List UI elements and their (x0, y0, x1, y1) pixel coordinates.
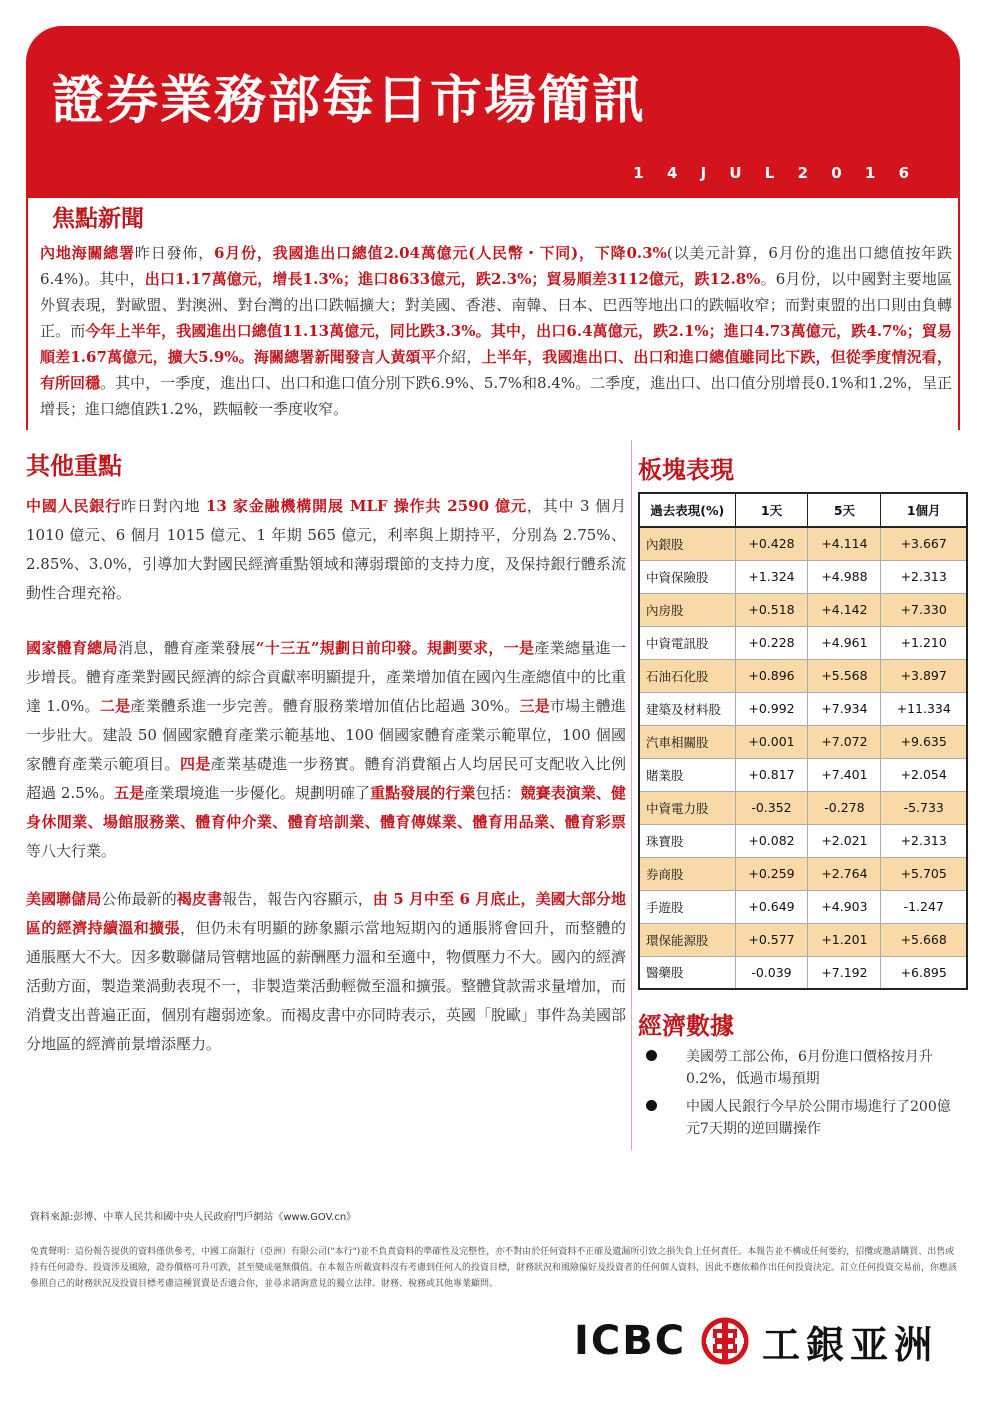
value-1-day: +0.896 (735, 659, 808, 692)
highlighted-text: 三是 (519, 697, 550, 715)
body-text: ，但仍未有明顯的跡象顯示當地短期內的通脹將會回升，而整體的通脹壓大不大。因多數聯儲局管轄地區的薪酬壓力溫和至適中，物價壓力不大。國內的經濟活動方面，製造業渦動表現不一，非製造業活動輕微至溫和擴張。整體貸款需求量增加，而消費支出普遍正面，個別有趨弱迹象。而褐皮書中亦同時表示，英國「脫歐」事件為美國部分地區的經濟前景增添壓力。 (26, 919, 627, 1053)
value-1-day: +0.082 (735, 824, 808, 857)
value-1-day: +0.649 (735, 890, 808, 923)
value-1-month: +2.313 (881, 824, 967, 857)
value-1-month: +2.313 (881, 560, 967, 593)
table-row (639, 725, 967, 758)
table-row (639, 890, 967, 923)
value-1-day: +0.428 (735, 527, 808, 560)
body-text: 。其中，一季度，進出口、出口和進口值分別下跌6.9%、5.7%和8.4%。二季度，進出口、出口值分別增長0.1%和1.2%，呈正增長；進口總值跌1.2%，跌幅較一季度收窄。 (40, 374, 952, 418)
body-text: ，其中 3 個月 1010 億元、6 個月 1015 億元、1 年期 565 億元，利率與上期持平，分別為 2.75%、2.85%、3.0%，引導加大對國民經濟重點領域和薄弱環節的支持力度，及保持銀行體系流動性合理充裕。 (26, 497, 626, 602)
value-1-day: +0.518 (735, 593, 808, 626)
highlighted-text: 今年上半年，我國進出口總值11.13萬億元，同比跌3.3%。其中，出口6.4萬億元，跌2.1%；進口4.73萬億元，跌4.7%；貿易順差1.67萬億元，擴大5.9%。海關總署新聞發言人黃頌平 (40, 322, 952, 366)
value-1-month: +2.054 (881, 758, 967, 791)
value-5-day: +2.764 (808, 857, 881, 890)
other-highlights-heading: 其他重點 (26, 452, 122, 480)
sector-name: 中資保險股 (639, 560, 735, 593)
sector-name: 中資電訊股 (639, 626, 735, 659)
table-row (639, 923, 967, 956)
icbc-logo (574, 1316, 938, 1366)
bullet-icon (646, 1100, 657, 1111)
value-5-day: +4.114 (808, 527, 881, 560)
sports-paragraph (26, 634, 626, 866)
body-text: 產業基礎進一步務實。體育消費額占人均居民可支配收入比例超過 2.5%。 (26, 755, 626, 802)
sector-name: 醫藥股 (639, 956, 735, 989)
value-1-day: -0.039 (735, 956, 808, 989)
body-text: 昨日對內地 (121, 497, 206, 515)
body-text: 介紹， (436, 348, 482, 366)
body-text: 等八大行業。 (26, 842, 117, 860)
highlighted-text: 出口1.17萬億元，增長1.3%；進口8633億元，跌2.3%；貿易順差3112億元，跌12.8% (144, 270, 761, 288)
value-1-month: +9.635 (881, 725, 967, 758)
value-1-month: +5.668 (881, 923, 967, 956)
value-5-day: +4.961 (808, 626, 881, 659)
economic-data-heading: 經濟數據 (638, 1012, 734, 1040)
value-1-day: +0.228 (735, 626, 808, 659)
value-1-day: -0.352 (735, 791, 808, 824)
value-1-month: -5.733 (881, 791, 967, 824)
highlighted-text: 由 5 月中至 6 月底止，美國大部分地區的經濟持續溫和擴張 (26, 890, 626, 937)
body-text: 公佈最新的 (101, 890, 177, 908)
value-5-day: +7.401 (808, 758, 881, 791)
highlighted-text: 五是 (114, 784, 145, 802)
table-row (639, 593, 967, 626)
column-header: 1個月 (881, 493, 967, 527)
table-row (639, 692, 967, 725)
highlighted-text: 四是 (179, 755, 211, 773)
value-1-month: +3.897 (881, 659, 967, 692)
body-text: 產業體系進一步完善。體育服務業增加值佔比超過 30%。 (130, 697, 520, 715)
list-item (640, 1096, 960, 1140)
highlighted-text: 國家體育總局 (26, 639, 118, 657)
value-1-day: +0.001 (735, 725, 808, 758)
sector-name: 賭業股 (639, 758, 735, 791)
value-1-day: +0.259 (735, 857, 808, 890)
sector-name: 石油石化股 (639, 659, 735, 692)
table-row (639, 560, 967, 593)
focus-news-heading: 焦點新聞 (52, 206, 144, 232)
value-5-day: +5.568 (808, 659, 881, 692)
pboc-paragraph (26, 492, 626, 608)
value-1-month: +11.334 (881, 692, 967, 725)
highlighted-text: 上半年，我國進出口、出口和進口總值雖同比下跌，但從季度情況看，有所回穩 (40, 348, 952, 392)
table-row (639, 857, 967, 890)
sector-name: 建築及材料股 (639, 692, 735, 725)
body-text: 產業環境進一步優化。規劃明確了 (144, 784, 371, 802)
value-5-day: +7.192 (808, 956, 881, 989)
highlighted-text: 重點發展的行業 (370, 784, 476, 802)
value-1-month: +7.330 (881, 593, 967, 626)
body-text: 報告，報告內容顯示， (222, 890, 373, 908)
disclaimer: 免責聲明：這份報告提供的資料僅供參考，中國工商銀行（亞洲）有限公司("本行")並不負責資料的準確性及完整性，亦不對由於任何資料不正確及遺漏所引致之損失負上任何責任。本報告並不構成任何要約，招攬或邀請購買、出售或持有任何證券、投資涉及風險，證券價格可升可跌，甚至變成毫無價值。在本報告所載資料沒有考慮到任何人的投資目標，財務狀況和風險偏好及投資者的任何個人資料，因此不應依賴作出任何投資決定。訂立任何投資交易前，你應該參照自己的財務狀況及投資目標考慮這種買賣是否適合你，並尋求諮詢意見的獨立法律、財務、稅務或其他專業顧問。 (30, 1247, 958, 1289)
value-1-month: +1.210 (881, 626, 967, 659)
highlighted-text: 競賽表演業、健身休閒業、場館服務業、體育仲介業、體育培訓業、體育傳媒業、體育用品業、體育彩票 (26, 784, 626, 831)
table-row (639, 791, 967, 824)
sector-name: 中資電力股 (639, 791, 735, 824)
sector-name: 珠寶股 (639, 824, 735, 857)
value-5-day: +7.934 (808, 692, 881, 725)
list-item (640, 1046, 960, 1090)
bullet-icon (646, 1050, 657, 1061)
column-header: 1天 (735, 493, 808, 527)
table-header-row (639, 493, 967, 527)
logo-text-en: ICBC (574, 1318, 687, 1364)
value-5-day: +1.201 (808, 923, 881, 956)
report-date: 1 4 J U L 2 0 1 6 (633, 164, 918, 182)
highlighted-text: 6月份，我國進出口總值2.04萬億元(人民幣・下同)，下降0.3% (214, 244, 667, 262)
value-5-day: +4.142 (808, 593, 881, 626)
value-5-day: -0.278 (808, 791, 881, 824)
logo-text-cn: 工銀亚洲 (762, 1322, 939, 1367)
sector-performance-heading: 板塊表現 (638, 456, 734, 484)
sector-name: 環保能源股 (639, 923, 735, 956)
column-header: 過去表現(%) (639, 493, 735, 527)
value-1-month: +6.895 (881, 956, 967, 989)
highlighted-text: “十三五”規劃日前印發。規劃要求，一是 (255, 639, 535, 657)
value-1-day: +0.817 (735, 758, 808, 791)
table-row (639, 626, 967, 659)
highlighted-text: 二是 (99, 697, 131, 715)
value-5-day: +7.072 (808, 725, 881, 758)
table-row (639, 659, 967, 692)
body-text: 產業總量進一步增長。體育產業對國民經濟的綜合貢獻率明顯提升，產業增加值在國內生產總值中的比重達 1.0%。 (26, 639, 627, 715)
highlighted-text: 13 家金融機構開展 MLF 操作共 2590 億元 (205, 497, 527, 515)
value-1-month: -1.247 (881, 890, 967, 923)
highlighted-text: 褐皮書 (176, 890, 223, 908)
body-text: 市場主體進一步壯大。建設 50 個國家體育產業示範基地、100 個國家體育產業示範單位，100 個國家體育產業示範項目。 (26, 697, 626, 773)
value-1-month: +3.667 (881, 527, 967, 560)
report-title: 證券業務部每日市場簡訊 (52, 71, 647, 131)
value-5-day: +4.903 (808, 890, 881, 923)
value-1-day: +0.992 (735, 692, 808, 725)
table-row (639, 527, 967, 560)
highlighted-text: 內地海關總署 (40, 244, 135, 262)
value-1-day: +0.577 (735, 923, 808, 956)
body-text: (以美元計算，6月份的進出口總值按年跌6.4%)。其中， (40, 244, 952, 288)
highlighted-text: 美國聯儲局 (26, 890, 102, 908)
sector-name: 手遊股 (639, 890, 735, 923)
economic-data-list (640, 1046, 960, 1146)
value-5-day: +4.988 (808, 560, 881, 593)
economic-item-text: 美國勞工部公佈，6月份進口價格按月升0.2%，低過市場預期 (686, 1049, 933, 1087)
body-text: 昨日發佈， (134, 244, 215, 262)
data-source: 資料來源:彭博、中華人民共和國中央人民政府門戶網站《www.GOV.cn》 (30, 1212, 357, 1223)
table-row (639, 824, 967, 857)
focus-news-text (40, 240, 952, 422)
sector-performance-table (638, 492, 968, 990)
column-header: 5天 (808, 493, 881, 527)
value-1-day: +1.324 (735, 560, 808, 593)
sector-name: 券商股 (639, 857, 735, 890)
body-text: 。6月份，以中國對主要地區外貿表現，對歐盟、對澳洲、對台灣的出口跌幅擴大；對美國、香港、南韓、日本、巴西等地出口的跌幅收窄；而對東盟的出口則由負轉正。而 (40, 270, 952, 340)
sector-name: 內房股 (639, 593, 735, 626)
sector-name: 汽車相關股 (639, 725, 735, 758)
economic-item-text: 中國人民銀行今早於公開市場進行了200億元7天期的逆回購操作 (686, 1099, 951, 1137)
table-row (639, 956, 967, 989)
value-5-day: +2.021 (808, 824, 881, 857)
table-row (639, 758, 967, 791)
body-text: 包括： (475, 784, 521, 802)
body-text: 消息，體育產業發展 (117, 639, 256, 657)
icbc-emblem-icon (700, 1316, 750, 1366)
highlighted-text: 中國人民銀行 (26, 497, 122, 515)
sector-name: 內銀股 (639, 527, 735, 560)
value-1-month: +5.705 (881, 857, 967, 890)
fed-beige-book-paragraph (26, 885, 626, 1059)
